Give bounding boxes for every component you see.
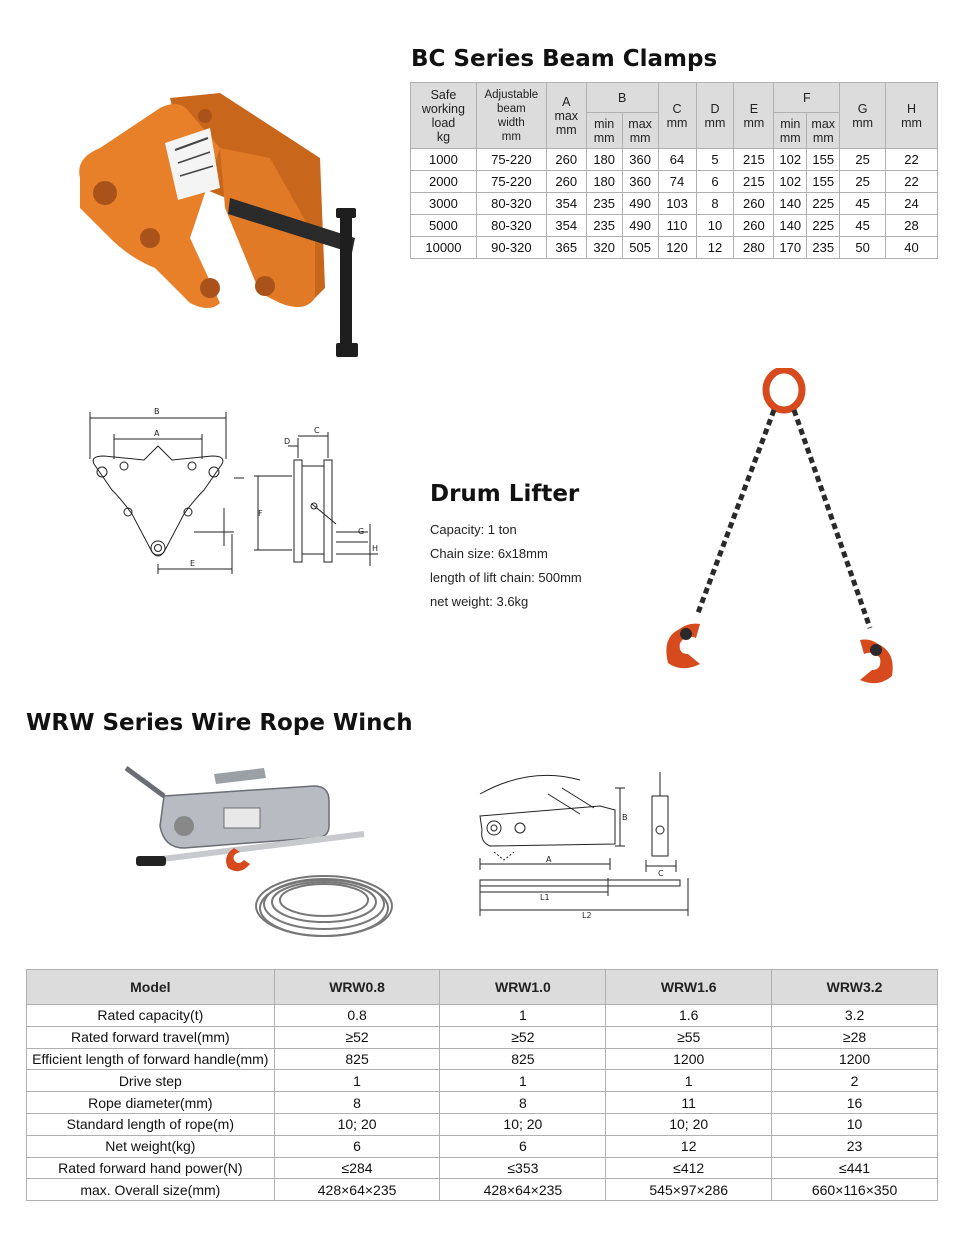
winch-dim-label-a: A (546, 855, 552, 864)
wire-rope-winch-photo (124, 756, 396, 946)
bc-table-cell: 354 (546, 193, 586, 215)
bc-table-cell: 215 (734, 149, 774, 171)
wrw-table-cell: 12 (606, 1135, 772, 1157)
wrw-table-cell: 1.6 (606, 1005, 772, 1027)
bc-table-cell: 225 (807, 215, 840, 237)
drum-lifter-title: Drum Lifter (430, 481, 580, 507)
bc-header-a: A max mm (546, 83, 586, 149)
wrw-table-cell: 3.2 (772, 1005, 938, 1027)
winch-dim-label-c: C (658, 869, 664, 878)
wrw-table-row (27, 1026, 938, 1048)
bc-table-cell: 140 (774, 215, 807, 237)
bc-table-cell: 74 (658, 171, 696, 193)
dim-label-a: A (154, 429, 160, 438)
wrw-table-row (27, 1092, 938, 1114)
bc-header-safe-load: Safe working load kg (411, 83, 477, 149)
bc-table-cell: 80-320 (476, 215, 546, 237)
beam-clamp-photo (70, 88, 380, 360)
wrw-table-cell: 1 (606, 1070, 772, 1092)
wrw-table-cell: ≥52 (274, 1026, 440, 1048)
bc-table-cell: 235 (807, 237, 840, 259)
bc-table-cell: 75-220 (476, 149, 546, 171)
bc-table-cell: 225 (807, 193, 840, 215)
bc-table-cell: 235 (586, 193, 622, 215)
winch-dim-label-l2: L2 (582, 911, 592, 920)
bc-table-cell: 45 (840, 193, 886, 215)
dim-label-d: D (284, 437, 291, 446)
bc-table-cell: 28 (886, 215, 938, 237)
wrw-table-cell: Standard length of rope(m) (27, 1113, 275, 1135)
wrw-table-cell: 428×64×235 (440, 1179, 606, 1201)
wrw-table-cell: 1200 (772, 1048, 938, 1070)
wrw-table-cell: 825 (274, 1048, 440, 1070)
bc-table-cell: 3000 (411, 193, 477, 215)
wrw-table-cell: ≤441 (772, 1157, 938, 1179)
bc-table-cell: 5 (696, 149, 734, 171)
bc-table-cell: 180 (586, 171, 622, 193)
wrw-table-row (27, 1070, 938, 1092)
bc-table-cell: 365 (546, 237, 586, 259)
bc-header-beam-width: Adjustable beam width mm (476, 83, 546, 149)
bc-table-cell: 103 (658, 193, 696, 215)
bc-title: BC Series Beam Clamps (411, 46, 718, 72)
wrw-table-cell: Efficient length of forward handle(mm) (27, 1048, 275, 1070)
bc-header-f-min: min mm (774, 113, 807, 149)
bc-table-row (411, 193, 938, 215)
bc-table-cell: 505 (622, 237, 658, 259)
dim-label-f: F (258, 509, 263, 518)
bc-table-cell: 360 (622, 171, 658, 193)
bc-table-cell: 102 (774, 149, 807, 171)
wrw-table-cell: 6 (274, 1135, 440, 1157)
bc-table-cell: 110 (658, 215, 696, 237)
drum-spec-chain-length: length of lift chain: 500mm (430, 570, 582, 585)
wrw-table-row (27, 1005, 938, 1027)
beam-clamp-side-diagram (244, 424, 384, 574)
wrw-table-cell: 10 (772, 1113, 938, 1135)
wrw-table-cell: ≥28 (772, 1026, 938, 1048)
wrw-header-wrw32: WRW3.2 (772, 970, 938, 1005)
wrw-table-cell: Rated forward travel(mm) (27, 1026, 275, 1048)
bc-header-c: C mm (658, 83, 696, 149)
wrw-table-cell: 16 (772, 1092, 938, 1114)
wrw-table-cell: ≤284 (274, 1157, 440, 1179)
wrw-table-cell: 23 (772, 1135, 938, 1157)
drum-spec-chain-size: Chain size: 6x18mm (430, 546, 548, 561)
wrw-table-cell: 11 (606, 1092, 772, 1114)
bc-spec-table (410, 82, 938, 259)
dim-label-e: E (190, 559, 196, 568)
wrw-table-cell: Rated capacity(t) (27, 1005, 275, 1027)
drum-spec-net-weight: net weight: 3.6kg (430, 594, 529, 609)
wrw-table-cell: max. Overall size(mm) (27, 1179, 275, 1201)
bc-header-b-max: max mm (622, 113, 658, 149)
bc-table-cell: 22 (886, 149, 938, 171)
winch-dim-label-l1: L1 (540, 893, 550, 902)
bc-table-cell: 75-220 (476, 171, 546, 193)
dim-label-c: C (314, 426, 320, 435)
wrw-table-cell: 1 (440, 1070, 606, 1092)
bc-table-cell: 8 (696, 193, 734, 215)
bc-table-cell: 155 (807, 149, 840, 171)
winch-dim-label-b: B (622, 813, 628, 822)
wrw-table-cell: ≤412 (606, 1157, 772, 1179)
bc-table-cell: 45 (840, 215, 886, 237)
bc-table-cell: 354 (546, 215, 586, 237)
wrw-table-cell: Net weight(kg) (27, 1135, 275, 1157)
bc-table-row (411, 149, 938, 171)
wrw-header-model: Model (27, 970, 275, 1005)
bc-header-g: G mm (840, 83, 886, 149)
bc-table-cell: 40 (886, 237, 938, 259)
bc-table-cell: 80-320 (476, 193, 546, 215)
bc-table-row (411, 215, 938, 237)
wrw-table-cell: ≥52 (440, 1026, 606, 1048)
bc-table-cell: 10 (696, 215, 734, 237)
bc-table-cell: 490 (622, 215, 658, 237)
wrw-table-cell: 1 (274, 1070, 440, 1092)
dim-label-g: G (358, 527, 365, 536)
dim-label-h: H (372, 544, 379, 553)
wrw-header-wrw10: WRW1.0 (440, 970, 606, 1005)
bc-table-cell: 120 (658, 237, 696, 259)
bc-table-cell: 102 (774, 171, 807, 193)
bc-table-cell: 24 (886, 193, 938, 215)
bc-table-cell: 140 (774, 193, 807, 215)
bc-header-f: F (774, 83, 840, 113)
wrw-title: WRW Series Wire Rope Winch (26, 710, 413, 736)
wrw-table-cell: ≤353 (440, 1157, 606, 1179)
wrw-table-row (27, 1048, 938, 1070)
bc-table-cell: 235 (586, 215, 622, 237)
bc-header-f-max: max mm (807, 113, 840, 149)
bc-header-b-min: min mm (586, 113, 622, 149)
bc-table-cell: 260 (734, 193, 774, 215)
wrw-table-cell: Rated forward hand power(N) (27, 1157, 275, 1179)
bc-table-cell: 280 (734, 237, 774, 259)
wrw-table-cell: 825 (440, 1048, 606, 1070)
bc-header-b: B (586, 83, 658, 113)
bc-table-cell: 50 (840, 237, 886, 259)
beam-clamp-front-diagram (84, 404, 244, 580)
bc-table-cell: 360 (622, 149, 658, 171)
drum-spec-capacity: Capacity: 1 ton (430, 522, 517, 537)
wrw-header-wrw16: WRW1.6 (606, 970, 772, 1005)
bc-header-d: D mm (696, 83, 734, 149)
wrw-table-row (27, 1157, 938, 1179)
wrw-header-wrw08: WRW0.8 (274, 970, 440, 1005)
wrw-table-cell: 8 (440, 1092, 606, 1114)
bc-table-cell: 260 (546, 149, 586, 171)
bc-header-h: H mm (886, 83, 938, 149)
wrw-table-cell: 2 (772, 1070, 938, 1092)
bc-table-cell: 260 (734, 215, 774, 237)
bc-table-cell: 64 (658, 149, 696, 171)
wrw-table-cell: 10; 20 (440, 1113, 606, 1135)
wrw-spec-table (26, 969, 938, 1201)
wire-rope-winch-diagram (470, 766, 698, 920)
dim-label-b: B (154, 407, 160, 416)
wrw-table-cell: 10; 20 (274, 1113, 440, 1135)
bc-table-cell: 320 (586, 237, 622, 259)
wrw-table-cell: ≥55 (606, 1026, 772, 1048)
bc-table-cell: 90-320 (476, 237, 546, 259)
bc-table-cell: 2000 (411, 171, 477, 193)
wrw-table-cell: Drive step (27, 1070, 275, 1092)
wrw-table-cell: 0.8 (274, 1005, 440, 1027)
bc-table-cell: 25 (840, 149, 886, 171)
wrw-table-cell: 1200 (606, 1048, 772, 1070)
bc-table-cell: 6 (696, 171, 734, 193)
wrw-table-cell: 10; 20 (606, 1113, 772, 1135)
bc-table-cell: 155 (807, 171, 840, 193)
bc-table-cell: 180 (586, 149, 622, 171)
bc-table-cell: 215 (734, 171, 774, 193)
bc-table-cell: 490 (622, 193, 658, 215)
wrw-table-cell: 8 (274, 1092, 440, 1114)
bc-table-cell: 10000 (411, 237, 477, 259)
wrw-table-row (27, 1135, 938, 1157)
bc-table-row (411, 171, 938, 193)
wrw-table-cell: 660×116×350 (772, 1179, 938, 1201)
wrw-table-cell: 428×64×235 (274, 1179, 440, 1201)
wrw-table-row (27, 1113, 938, 1135)
bc-table-row (411, 237, 938, 259)
bc-table-cell: 260 (546, 171, 586, 193)
bc-table-cell: 25 (840, 171, 886, 193)
wrw-table-cell: 6 (440, 1135, 606, 1157)
wrw-table-cell: Rope diameter(mm) (27, 1092, 275, 1114)
drum-lifter-photo (648, 368, 908, 690)
bc-table-cell: 1000 (411, 149, 477, 171)
bc-table-cell: 22 (886, 171, 938, 193)
bc-header-e: E mm (734, 83, 774, 149)
wrw-table-row (27, 1179, 938, 1201)
bc-table-cell: 170 (774, 237, 807, 259)
bc-table-cell: 5000 (411, 215, 477, 237)
bc-table-cell: 12 (696, 237, 734, 259)
wrw-table-cell: 1 (440, 1005, 606, 1027)
wrw-table-cell: 545×97×286 (606, 1179, 772, 1201)
